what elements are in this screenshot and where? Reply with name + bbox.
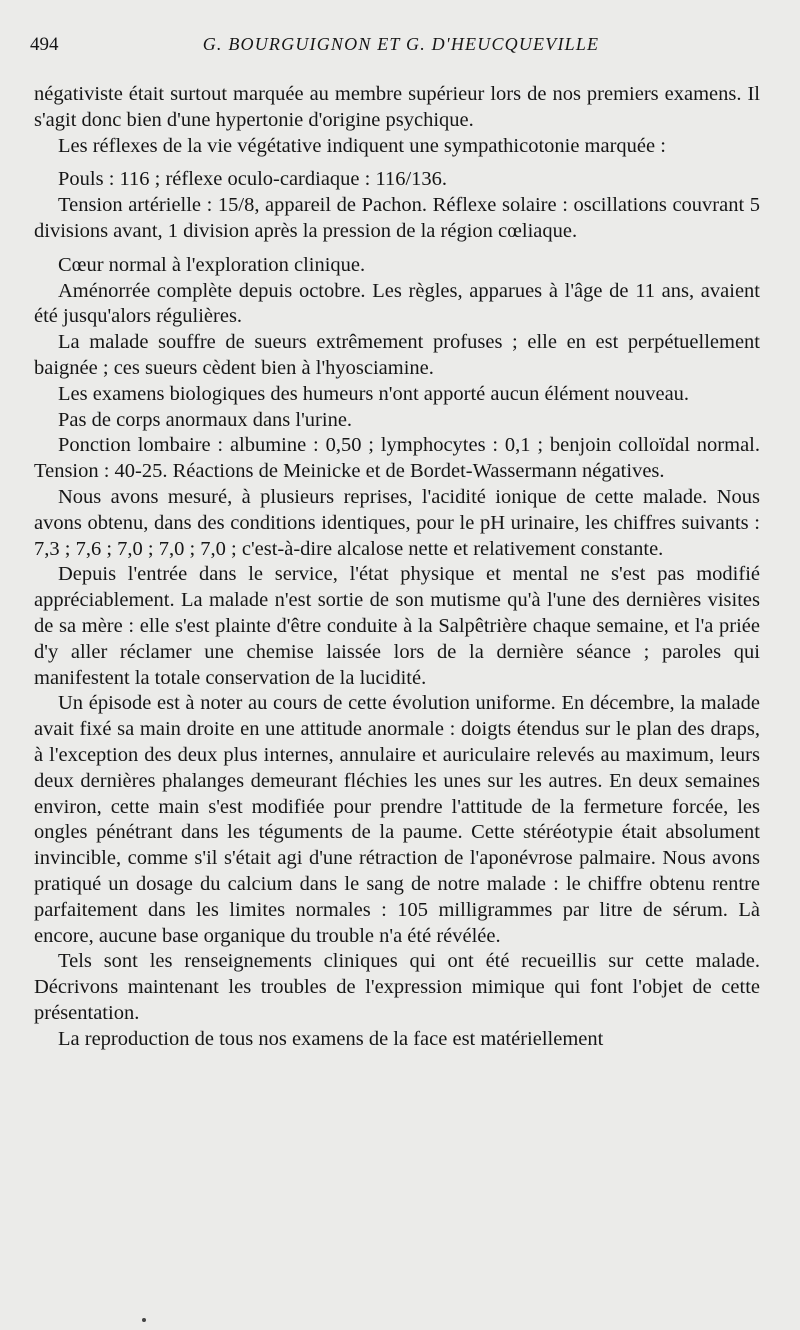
paragraph: Un épisode est à noter au cours de cette évolution uniforme. En décembre, la malade avait fixé sa main droite en une attitude anormale : doigts étendus sur le plan des draps, à l'exception des deux plus internes, annulaire et auriculaire relevés au maximum, leurs deux dernières phalanges demeurant fléchies les unes sur les autres. En deux semaines environ, cette main s'est modifiée pour prendre l'attitude de la fermeture forcée, les ongles pénétrant dans les téguments de la paume. Cette stéréotypie était absolument invincible, comme s'il s'était agi d'une rétraction de l'aponévrose palmaire. Nous avons pratiqué un dosage du calcium dans le sang de notre malade : le chiffre obtenu rentre parfaitement dans les limites normales : 105 milligrammes par litre de sérum. Là encore, aucune base organique du trouble n'a été révélée. xyxy=(34,692,760,947)
paragraph: Nous avons mesuré, à plusieurs reprises, l'acidité ionique de cette malade. Nous avons obtenu, dans des conditions identiques, pour le pH urinaire, les chiffres suivants : 7,3 ; 7,6 ; 7,0 ; 7,0 ; 7,0 ; c'est-à-dire alcalose nette et relativement constante. xyxy=(34,485,760,560)
page-header xyxy=(30,34,772,60)
paragraph: Pouls : 116 ; réflexe oculo-cardiaque : 116/136. xyxy=(58,168,448,191)
paragraph: Cœur normal à l'exploration clinique. xyxy=(58,253,366,276)
paragraph: Ponction lombaire : albumine : 0,50 ; lymphocytes : 0,1 ; benjoin colloïdal normal. Tension : 40-25. Réactions de Meinicke et de Bordet-Wassermann négatives. xyxy=(34,434,760,483)
paragraph: La malade souffre de sueurs extrêmement profuses ; elle en est perpétuellement baignée ; ces sueurs cèdent bien à l'hyosciamine. xyxy=(34,331,760,379)
paragraph: Pas de corps anormaux dans l'urine. xyxy=(58,408,353,431)
body-text xyxy=(34,82,760,1052)
paragraph: Depuis l'entrée dans le service, l'état physique et mental ne s'est pas modifié appréciablement. La malade n'est sortie de son mutisme qu'à l'une des dernières visites de sa mère : elle s'est plainte d'être conduite à la Salpêtrière chaque semaine, et l'a priée d'y aller réclamer une chemise laissée lors de la dernière séance ; paroles qui manifestent la totale conservation de la lucidité. xyxy=(34,563,760,689)
paragraph: négativiste était surtout marquée au membre supérieur lors de nos premiers examens. Il s'agit donc bien d'une hypertonie d'origine psychique. xyxy=(34,83,760,131)
running-head: G. BOURGUIGNON ET G. D'HEUCQUEVILLE xyxy=(202,34,600,54)
paragraph: Tension artérielle : 15/8, appareil de Pachon. Réflexe solaire : oscillations couvrant 5 divisions avant, 1 division après la pression de la région cœliaque. xyxy=(34,194,760,242)
paragraph: Les réflexes de la vie végétative indiquent une sympathicotonie marquée : xyxy=(58,134,666,157)
page-number: 494 xyxy=(30,34,59,55)
print-speck xyxy=(142,1318,146,1322)
paragraph: Tels sont les renseignements cliniques qui ont été recueillis sur cette malade. Décrivons maintenant les troubles de l'expression mimique qui font l'objet de cette présentation. xyxy=(34,950,760,1024)
paragraph: Aménorrée complète depuis octobre. Les règles, apparues à l'âge de 11 ans, avaient été jusqu'alors régulières. xyxy=(34,279,760,328)
paragraph: La reproduction de tous nos examens de la face est matériellement xyxy=(58,1027,604,1050)
paragraph: Les examens biologiques des humeurs n'ont apporté aucun élément nouveau. xyxy=(58,382,690,405)
